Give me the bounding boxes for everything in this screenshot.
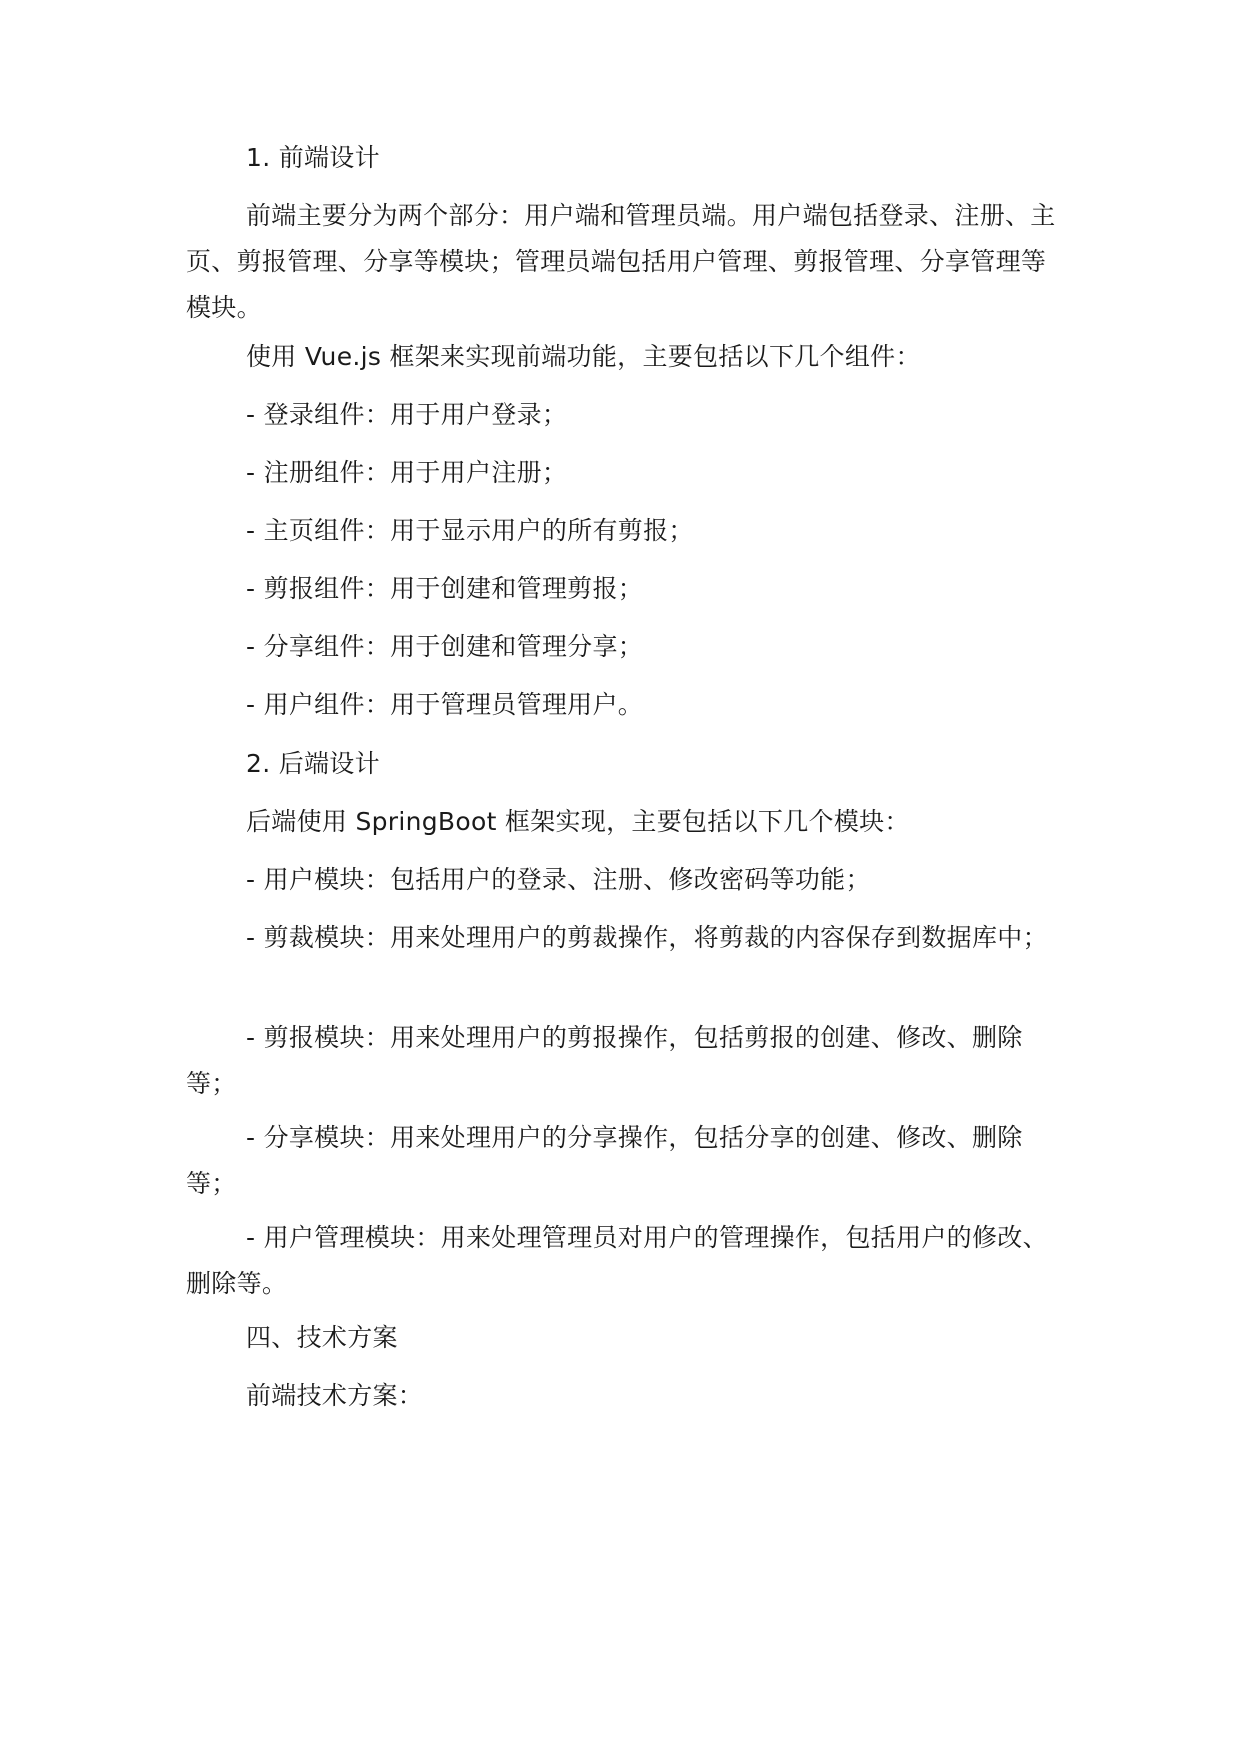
list-item-user-management-module: - 用户管理模块：用来处理管理员对用户的管理操作，包括用户的修改、删除等。	[186, 1223, 1048, 1298]
paragraph-vue-intro: 使用 Vue.js 框架来实现前端功能，主要包括以下几个组件：	[246, 342, 921, 371]
list-item-clipping-module: - 剪报模块：用来处理用户的剪报操作，包括剪报的创建、修改、删除等；	[186, 1023, 1023, 1098]
list-item-clipping-component: - 剪报组件：用于创建和管理剪报；	[246, 574, 644, 603]
list-item-share-module: - 分享模块：用来处理用户的分享操作，包括分享的创建、修改、删除等；	[186, 1123, 1023, 1198]
paragraph-springboot-intro: 后端使用 SpringBoot 框架实现，主要包括以下几个模块：	[246, 807, 910, 836]
list-item-crop-module: - 剪裁模块：用来处理用户的剪裁操作，将剪裁的内容保存到数据库中；	[246, 923, 1048, 952]
list-item-home-component: - 主页组件：用于显示用户的所有剪报；	[246, 516, 694, 545]
list-item-login-component: - 登录组件：用于用户登录；	[246, 400, 568, 429]
heading-frontend-design: 1. 前端设计	[246, 143, 380, 172]
paragraph-frontend-tech-plan: 前端技术方案：	[246, 1381, 424, 1410]
list-item-user-module: - 用户模块：包括用户的登录、注册、修改密码等功能；	[246, 865, 871, 894]
list-item-user-component: - 用户组件：用于管理员管理用户。	[246, 690, 644, 719]
paragraph-frontend-overview: 前端主要分为两个部分：用户端和管理员端。用户端包括登录、注册、主页、剪报管理、分享等模块；管理员端包括用户管理、剪报管理、分享管理等模块。	[186, 201, 1056, 322]
heading-technical-plan: 四、技术方案	[246, 1323, 398, 1352]
heading-backend-design: 2. 后端设计	[246, 749, 380, 778]
list-item-share-component: - 分享组件：用于创建和管理分享；	[246, 632, 644, 661]
list-item-register-component: - 注册组件：用于用户注册；	[246, 458, 568, 487]
